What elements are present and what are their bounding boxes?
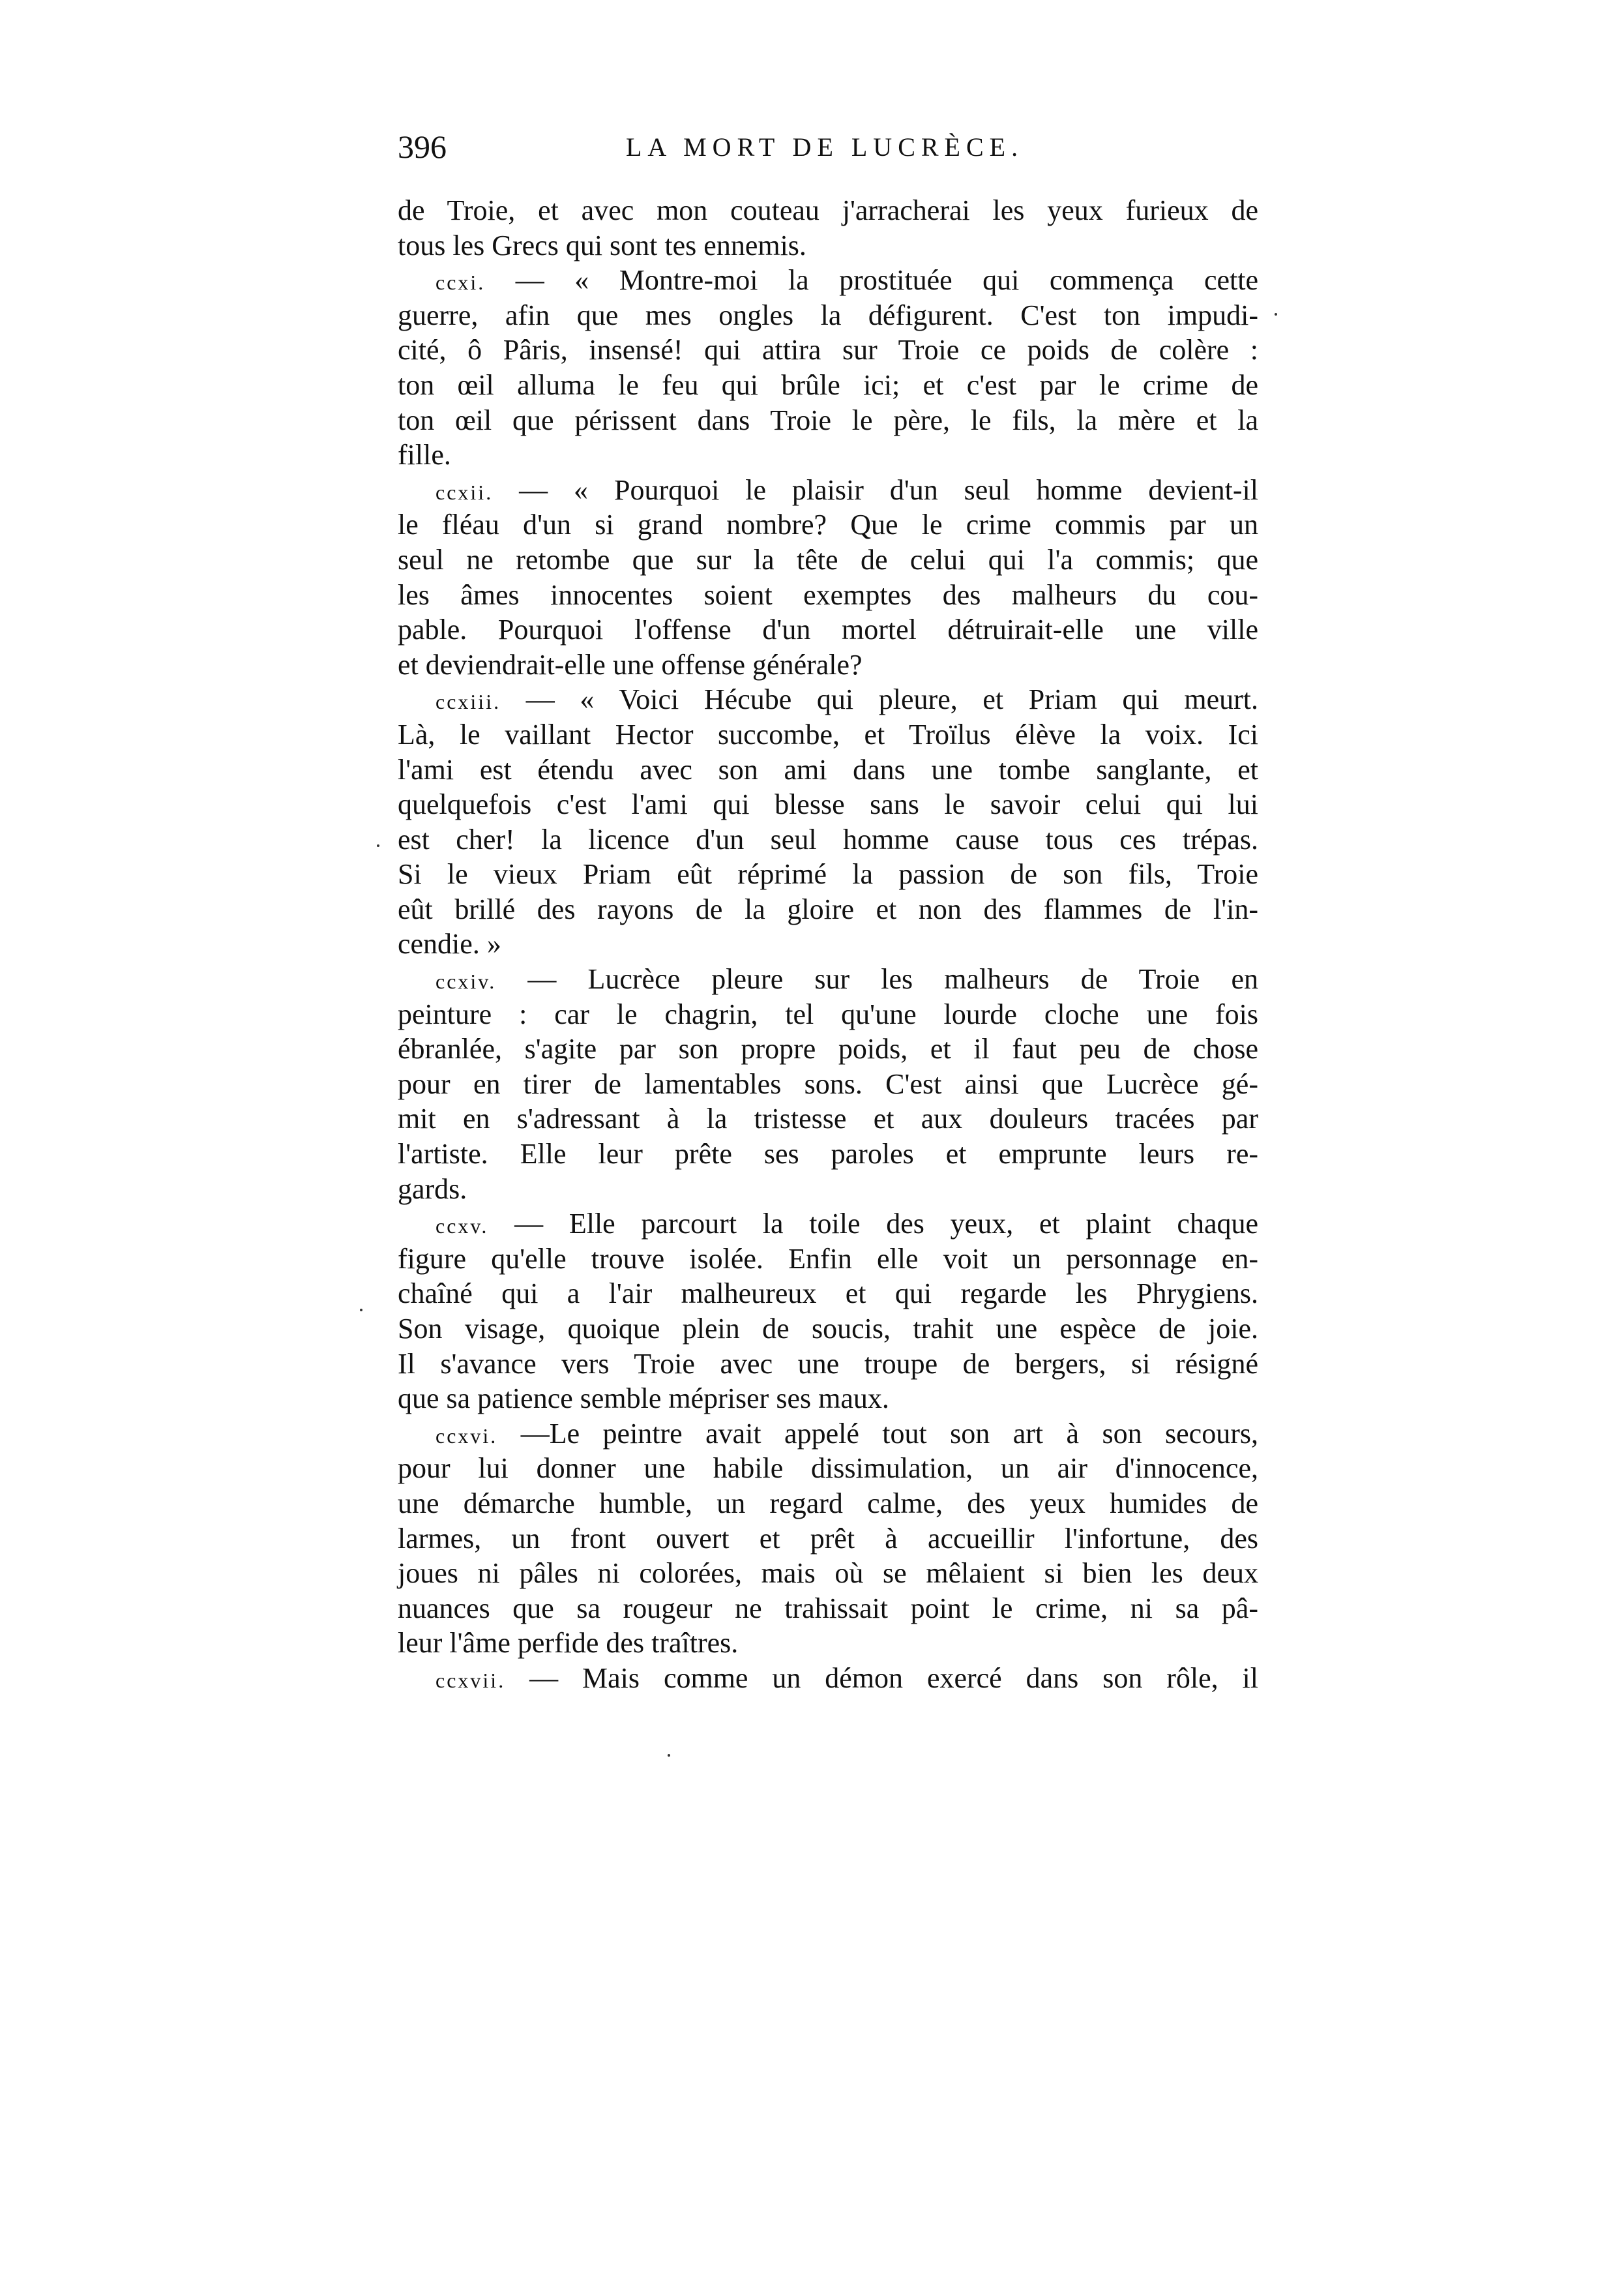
scan-speck — [1275, 313, 1277, 316]
line-text: larmes, un front ouvert et prêt à accueillir l'infortune, des — [398, 1522, 1258, 1555]
line-text: peinture : car le chagrin, tel qu'une lourde cloche une fois — [398, 998, 1258, 1030]
line-text: cendie. » — [398, 928, 501, 960]
text-line — [398, 578, 1258, 613]
section-number: ccxv. — [436, 1214, 489, 1238]
line-text: — « Pourquoi le plaisir d'un seul homme devient-il — [519, 473, 1259, 506]
page-number: 396 — [398, 128, 447, 165]
section-number: ccxvi. — [436, 1423, 498, 1448]
text-line — [398, 1661, 1258, 1696]
line-text: — Lucrèce pleure sur les malheurs de Troie en — [527, 963, 1258, 996]
section-number: ccxi. — [436, 271, 486, 295]
text-line — [398, 193, 1258, 228]
text-line — [398, 822, 1258, 857]
line-text: tous les Grecs qui sont tes ennemis. — [398, 229, 806, 261]
text-line — [398, 1347, 1258, 1382]
line-text: leur l'âme perfide des traîtres. — [398, 1627, 739, 1659]
line-text: pour lui donner une habile dissimulation, un air d'innocence, — [398, 1452, 1258, 1485]
line-text: pable. Pourquoi l'offense d'un mortel détruirait-elle une ville — [398, 614, 1258, 646]
line-text: cité, ô Pâris, insensé! qui attira sur Troie ce poids de colère : — [398, 334, 1258, 366]
text-line — [398, 1381, 1258, 1416]
line-text: le fléau d'un si grand nombre? Que le crime commis par un — [398, 509, 1258, 541]
text-line — [398, 403, 1258, 438]
text-line — [398, 1137, 1258, 1172]
line-text: ton œil que périssent dans Troie le père, le fils, la mère et la — [398, 404, 1258, 436]
text-line — [398, 717, 1258, 752]
text-line — [398, 1032, 1258, 1067]
text-line — [398, 263, 1258, 298]
line-text: l'ami est étendu avec son ami dans une tombe sanglante, et — [398, 753, 1258, 786]
line-text: — « Montre-moi la prostituée qui commença cette — [515, 264, 1258, 297]
line-text: et deviendrait-elle une offense générale? — [398, 648, 863, 681]
line-text: seul ne retombe que sur la tête de celui qui l'a commis; que — [398, 543, 1258, 576]
paragraph — [398, 1416, 1258, 1661]
line-text: eût brillé des rayons de la gloire et non des flammes de l'in- — [398, 893, 1258, 925]
text-line — [398, 368, 1258, 403]
text-line — [398, 682, 1258, 717]
text-line — [398, 1311, 1258, 1347]
line-text: mit en s'adressant à la tristesse et aux douleurs tracées par — [398, 1103, 1258, 1135]
text-line — [398, 752, 1258, 788]
paragraph — [398, 962, 1258, 1206]
line-text: Là, le vaillant Hector succombe, et Troïlus élève la voix. Ici — [398, 718, 1258, 751]
section-number: ccxiv. — [436, 970, 497, 994]
text-line — [398, 1276, 1258, 1311]
section-number: ccxvii. — [436, 1668, 506, 1692]
text-line — [398, 1172, 1258, 1207]
section-number: ccxiii. — [436, 690, 501, 714]
line-text: figure qu'elle trouve isolée. Enfin elle voit un personnage en- — [398, 1242, 1258, 1275]
text-line — [398, 1067, 1258, 1102]
line-text: Si le vieux Priam eût réprimé la passion de son fils, Troie — [398, 858, 1258, 891]
text-line — [398, 1242, 1258, 1277]
text-line — [398, 298, 1258, 333]
text-line — [398, 228, 1258, 263]
text-line — [398, 1591, 1258, 1626]
line-text: guerre, afin que mes ongles la défigurent. C'est ton impudi- — [398, 299, 1258, 331]
text-line — [398, 962, 1258, 997]
text-line — [398, 333, 1258, 368]
text-line — [398, 612, 1258, 647]
paragraph — [398, 193, 1258, 263]
line-text: joues ni pâles ni colorées, mais où se mêlaient si bien les deux — [398, 1557, 1258, 1590]
line-text: pour en tirer de lamentables sons. C'est ainsi que Lucrèce gé- — [398, 1067, 1258, 1100]
line-text: — « Voici Hécube qui pleure, et Priam qui meurt. — [525, 683, 1258, 716]
line-text: une démarche humble, un regard calme, des yeux humides de — [398, 1487, 1258, 1519]
text-line — [398, 438, 1258, 473]
line-text: que sa patience semble mépriser ses maux. — [398, 1382, 889, 1415]
text-line — [398, 1626, 1258, 1661]
text-line — [398, 857, 1258, 892]
paragraph — [398, 263, 1258, 473]
text-line — [398, 1416, 1258, 1451]
text-line — [398, 1486, 1258, 1521]
line-text: gards. — [398, 1172, 467, 1205]
scan-speck — [360, 1309, 362, 1311]
text-line — [398, 1206, 1258, 1242]
text-line — [398, 1101, 1258, 1137]
text-line — [398, 473, 1258, 508]
paragraph — [398, 1206, 1258, 1416]
line-text: fille. — [398, 439, 451, 471]
line-text: chaîné qui a l'air malheureux et qui regarde les Phrygiens. — [398, 1277, 1258, 1310]
running-title: LA MORT DE LUCRÈCE. — [626, 132, 1024, 162]
text-line — [398, 997, 1258, 1032]
paragraph — [398, 682, 1258, 962]
running-header — [398, 128, 1258, 167]
line-text: —Le peintre avait appelé tout son art à son secours, — [520, 1417, 1258, 1450]
text-line — [398, 892, 1258, 927]
text-line — [398, 1556, 1258, 1591]
section-number: ccxii. — [436, 480, 494, 504]
line-text: l'artiste. Elle leur prête ses paroles et emprunte leurs re- — [398, 1138, 1258, 1170]
scan-speck — [377, 844, 379, 847]
line-text: — Mais comme un démon exercé dans son rôle, il — [529, 1661, 1258, 1694]
line-text: — Elle parcourt la toile des yeux, et plaint chaque — [514, 1208, 1258, 1240]
text-line — [398, 507, 1258, 543]
line-text: est cher! la licence d'un seul homme cause tous ces trépas. — [398, 823, 1258, 856]
text-line — [398, 927, 1258, 962]
text-line — [398, 1451, 1258, 1486]
line-text: les âmes innocentes soient exemptes des malheurs du cou- — [398, 578, 1258, 611]
paragraph — [398, 1661, 1258, 1696]
line-text: Il s'avance vers Troie avec une troupe de bergers, si résigné — [398, 1347, 1258, 1380]
line-text: ébranlée, s'agite par son propre poids, et il faut peu de chose — [398, 1033, 1258, 1065]
line-text: quelquefois c'est l'ami qui blesse sans le savoir celui qui lui — [398, 788, 1258, 821]
text-line — [398, 543, 1258, 578]
line-text: Son visage, quoique plein de soucis, trahit une espèce de joie. — [398, 1313, 1258, 1345]
page-body-text — [398, 193, 1258, 1696]
text-line — [398, 647, 1258, 683]
text-line — [398, 787, 1258, 822]
line-text: ton œil alluma le feu qui brûle ici; et c'est par le crime de — [398, 368, 1258, 401]
paragraph — [398, 473, 1258, 683]
text-line — [398, 1521, 1258, 1556]
line-text: de Troie, et avec mon couteau j'arracherai les yeux furieux de — [398, 194, 1258, 226]
line-text: nuances que sa rougeur ne trahissait point le crime, ni sa pâ- — [398, 1592, 1258, 1624]
scan-speck — [668, 1754, 670, 1757]
